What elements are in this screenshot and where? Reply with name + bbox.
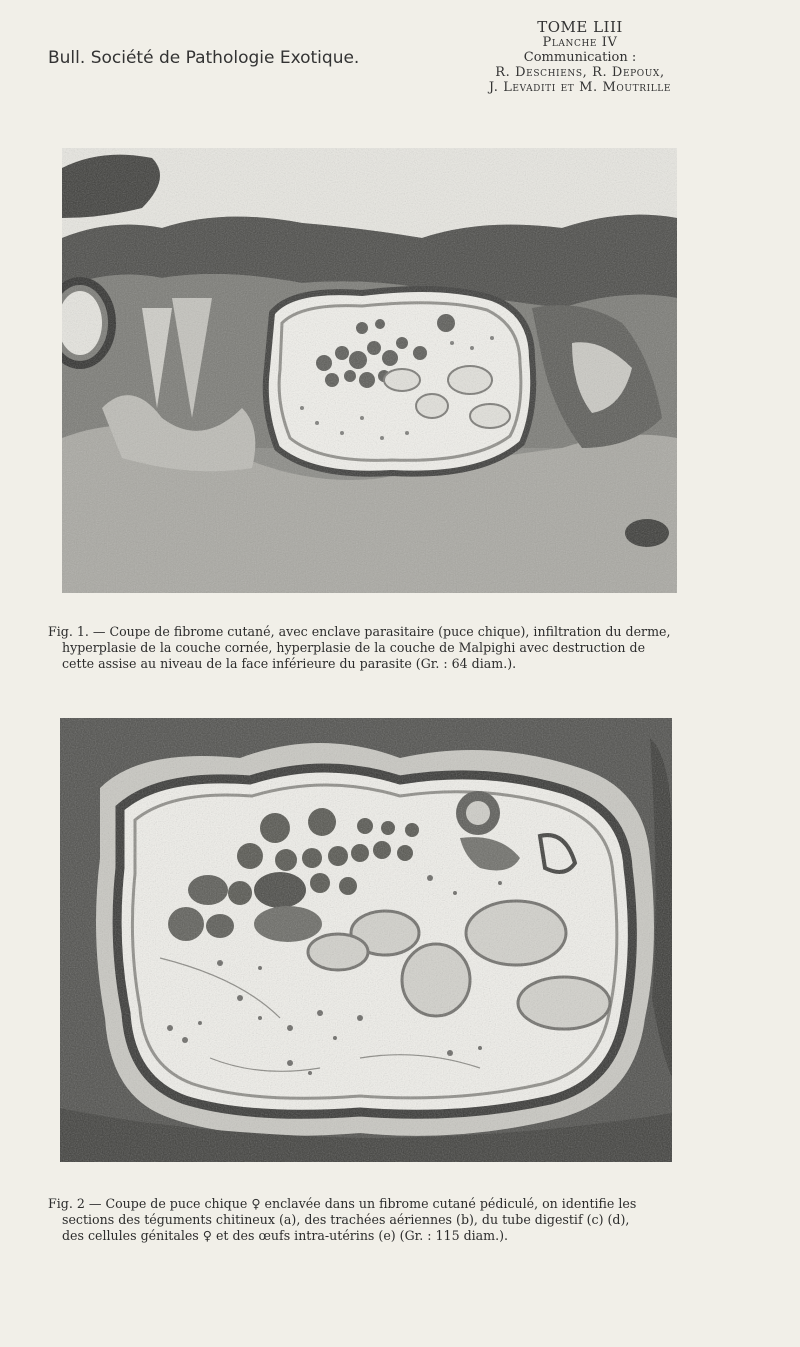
planche-label: Planche IV [542,35,618,50]
journal-title: Bull. Société de Pathologie Exotique. [48,48,360,68]
figure-2-micrograph [60,718,672,1162]
authors-line-1: R. Deschiens, R. Depoux, [495,65,665,80]
authors-line-2: J. Levaditi et M. Moutrille [488,80,672,95]
figure-1-micrograph [62,148,677,593]
figure-1-caption-line-3: cette assise au niveau de la face inférieure du parasite (Gr. : 64 diam.). [62,656,517,671]
figure-2-caption-line-1: Fig. 2 — Coupe de puce chique ♀ enclavée dans un fibrome cutané pédiculé, on identifie les [48,1196,637,1211]
tome-label: TOME LIII [537,18,623,36]
plate-header [460,20,700,95]
figure-2-image [60,718,672,1162]
figure-1-image [62,148,677,593]
figure-1-caption-line-1: Fig. 1. — Coupe de fibrome cutané, avec enclave parasitaire (puce chique), infiltration du derme, [48,624,671,639]
figure-1-caption [48,624,748,672]
figure-2-caption [48,1196,748,1244]
figure-2-caption-line-3: des cellules génitales ♀ et des œufs intra-utérins (e) (Gr. : 115 diam.). [62,1228,509,1243]
figure-1-caption-line-2: hyperplasie de la couche cornée, hyperplasie de la couche de Malpighi avec destruction de [62,640,646,655]
figure-2-caption-line-2: sections des téguments chitineux (a), des trachées aériennes (b), du tube digestif (c) (d), [62,1212,630,1227]
communication-label: Communication : [523,50,637,65]
